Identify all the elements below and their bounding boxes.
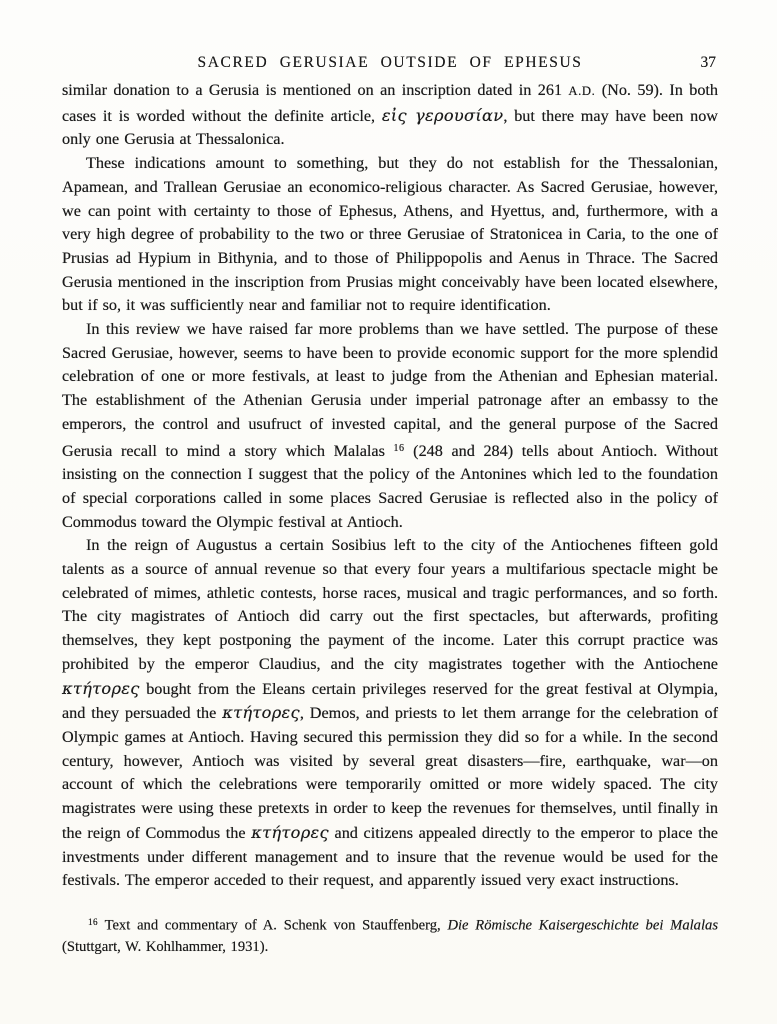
text-run: (No. 59). In both cases it is worded without the definite article, [62,81,719,125]
greek-term: εἰς γερουσίαν [381,105,504,125]
paragraph [62,79,718,152]
footnote-reference: 16 [393,442,405,454]
era-abbreviation: A.D. [568,84,596,98]
greek-term: κτήτορες [251,822,329,842]
greek-term: κτήτορες [222,703,300,723]
greek-term: κτήτορες [62,678,140,698]
paragraph [62,152,718,318]
book-title: Die Römische Kaisergeschichte bei Malalas [447,917,718,934]
paragraph [62,534,718,893]
body-text [62,79,718,973]
paragraph [62,318,718,534]
text-run: In this review we have raised far more problems than we have settled. The purpose of these Sacred Gerusiae, however, seems to have been to provide economic support for the more splendid celebration of one or more festivals, at least to judge from the Athenian and Ephesian material. The establishment of the Athenian Gerusia under imperial patronage after an embassy to the emperors, the control and usufruct of invested capital, and the general purpose of the Sacred Gerusia recall to mind a story which Malalas [62,320,718,460]
text-run: , but there may have been now only one Gerusia at Thessalonica. [62,106,718,149]
running-header [62,54,718,76]
text-run: (248 and 284) tells about Antioch. Without insisting on the connection I suggest that the policy of the Antonines which led to the foundation of special corporations called in some places Sacred Gerusiae is reflected also in the policy of Commodus toward the Olympic festival at Antioch. [62,441,718,531]
text-run: bought from the Eleans certain privileges reserved for the great festival at Olympia, and they persuaded the [62,679,718,723]
page-title: SACRED GERUSIAE OUTSIDE OF EPHESUS [197,54,583,71]
text-run: (Stuttgart, W. Kohlhammer, 1931). [62,939,269,956]
text-run: , Demos, and priests to let them arrange for the celebration of Olympic games at Antioch. Having secured this permission they did so for a while. In the second century, however, Antioch was visited by several great disasters—fire, earthquake, war—on account of which the celebrations were temporarily omitted or more widely spaced. The city magistrates were using these pretexts in order to keep the revenues for themselves, until finally in the reign of Commodus the [62,704,718,842]
footnote-reference: 16 [88,916,99,927]
text-run: and citizens appealed directly to the emperor to place the investments under different management and to insure that the revenue would be used for the festivals. The emperor acceded to their request, and apparently issued very exact instructions. [62,823,718,890]
text-run: similar donation to a Gerusia is mentioned on an inscription dated in 261 [62,81,569,99]
text-run: Text and commentary of A. Schenk von Stauffenberg, [98,917,448,934]
paragraphs-container [62,79,718,893]
page-number: 37 [700,54,716,71]
text-run: These indications amount to something, but they do not establish for the Thessalonian, Apamean, and Trallean Gerusiae an economico-religious character. As Sacred Gerusiae, however, we can point with certainty to those of Ephesus, Athens, and Hyettus, and, furthermore, with a very high degree of probability to the two or three Gerusiae of Stratonicea in Caria, to the one of Prusias ad Hypium in Bithynia, and to those of Philippopolis and Aenus in Thrace. The Sacred Gerusia mentioned in the inscription from Prusias might conceivably have been located elsewhere, but if so, it was sufficiently near and familiar not to require identification. [62,154,718,315]
footnote [62,911,718,959]
text-run: In the reign of Augustus a certain Sosibius left to the city of the Antiochenes fifteen gold talents as a source of annual revenue so that every four years a multifarious spectacle might be celebrated of mimes, athletic contests, horse races, musical and tragic performances, and so forth. The city magistrates of Antioch did carry out the first spectacles, but afterwards, profiting themselves, they kept postponing the payment of the income. Later this corrupt practice was prohibited by the emperor Claudius, and the city magistrates together with the Antiochene [62,536,718,673]
